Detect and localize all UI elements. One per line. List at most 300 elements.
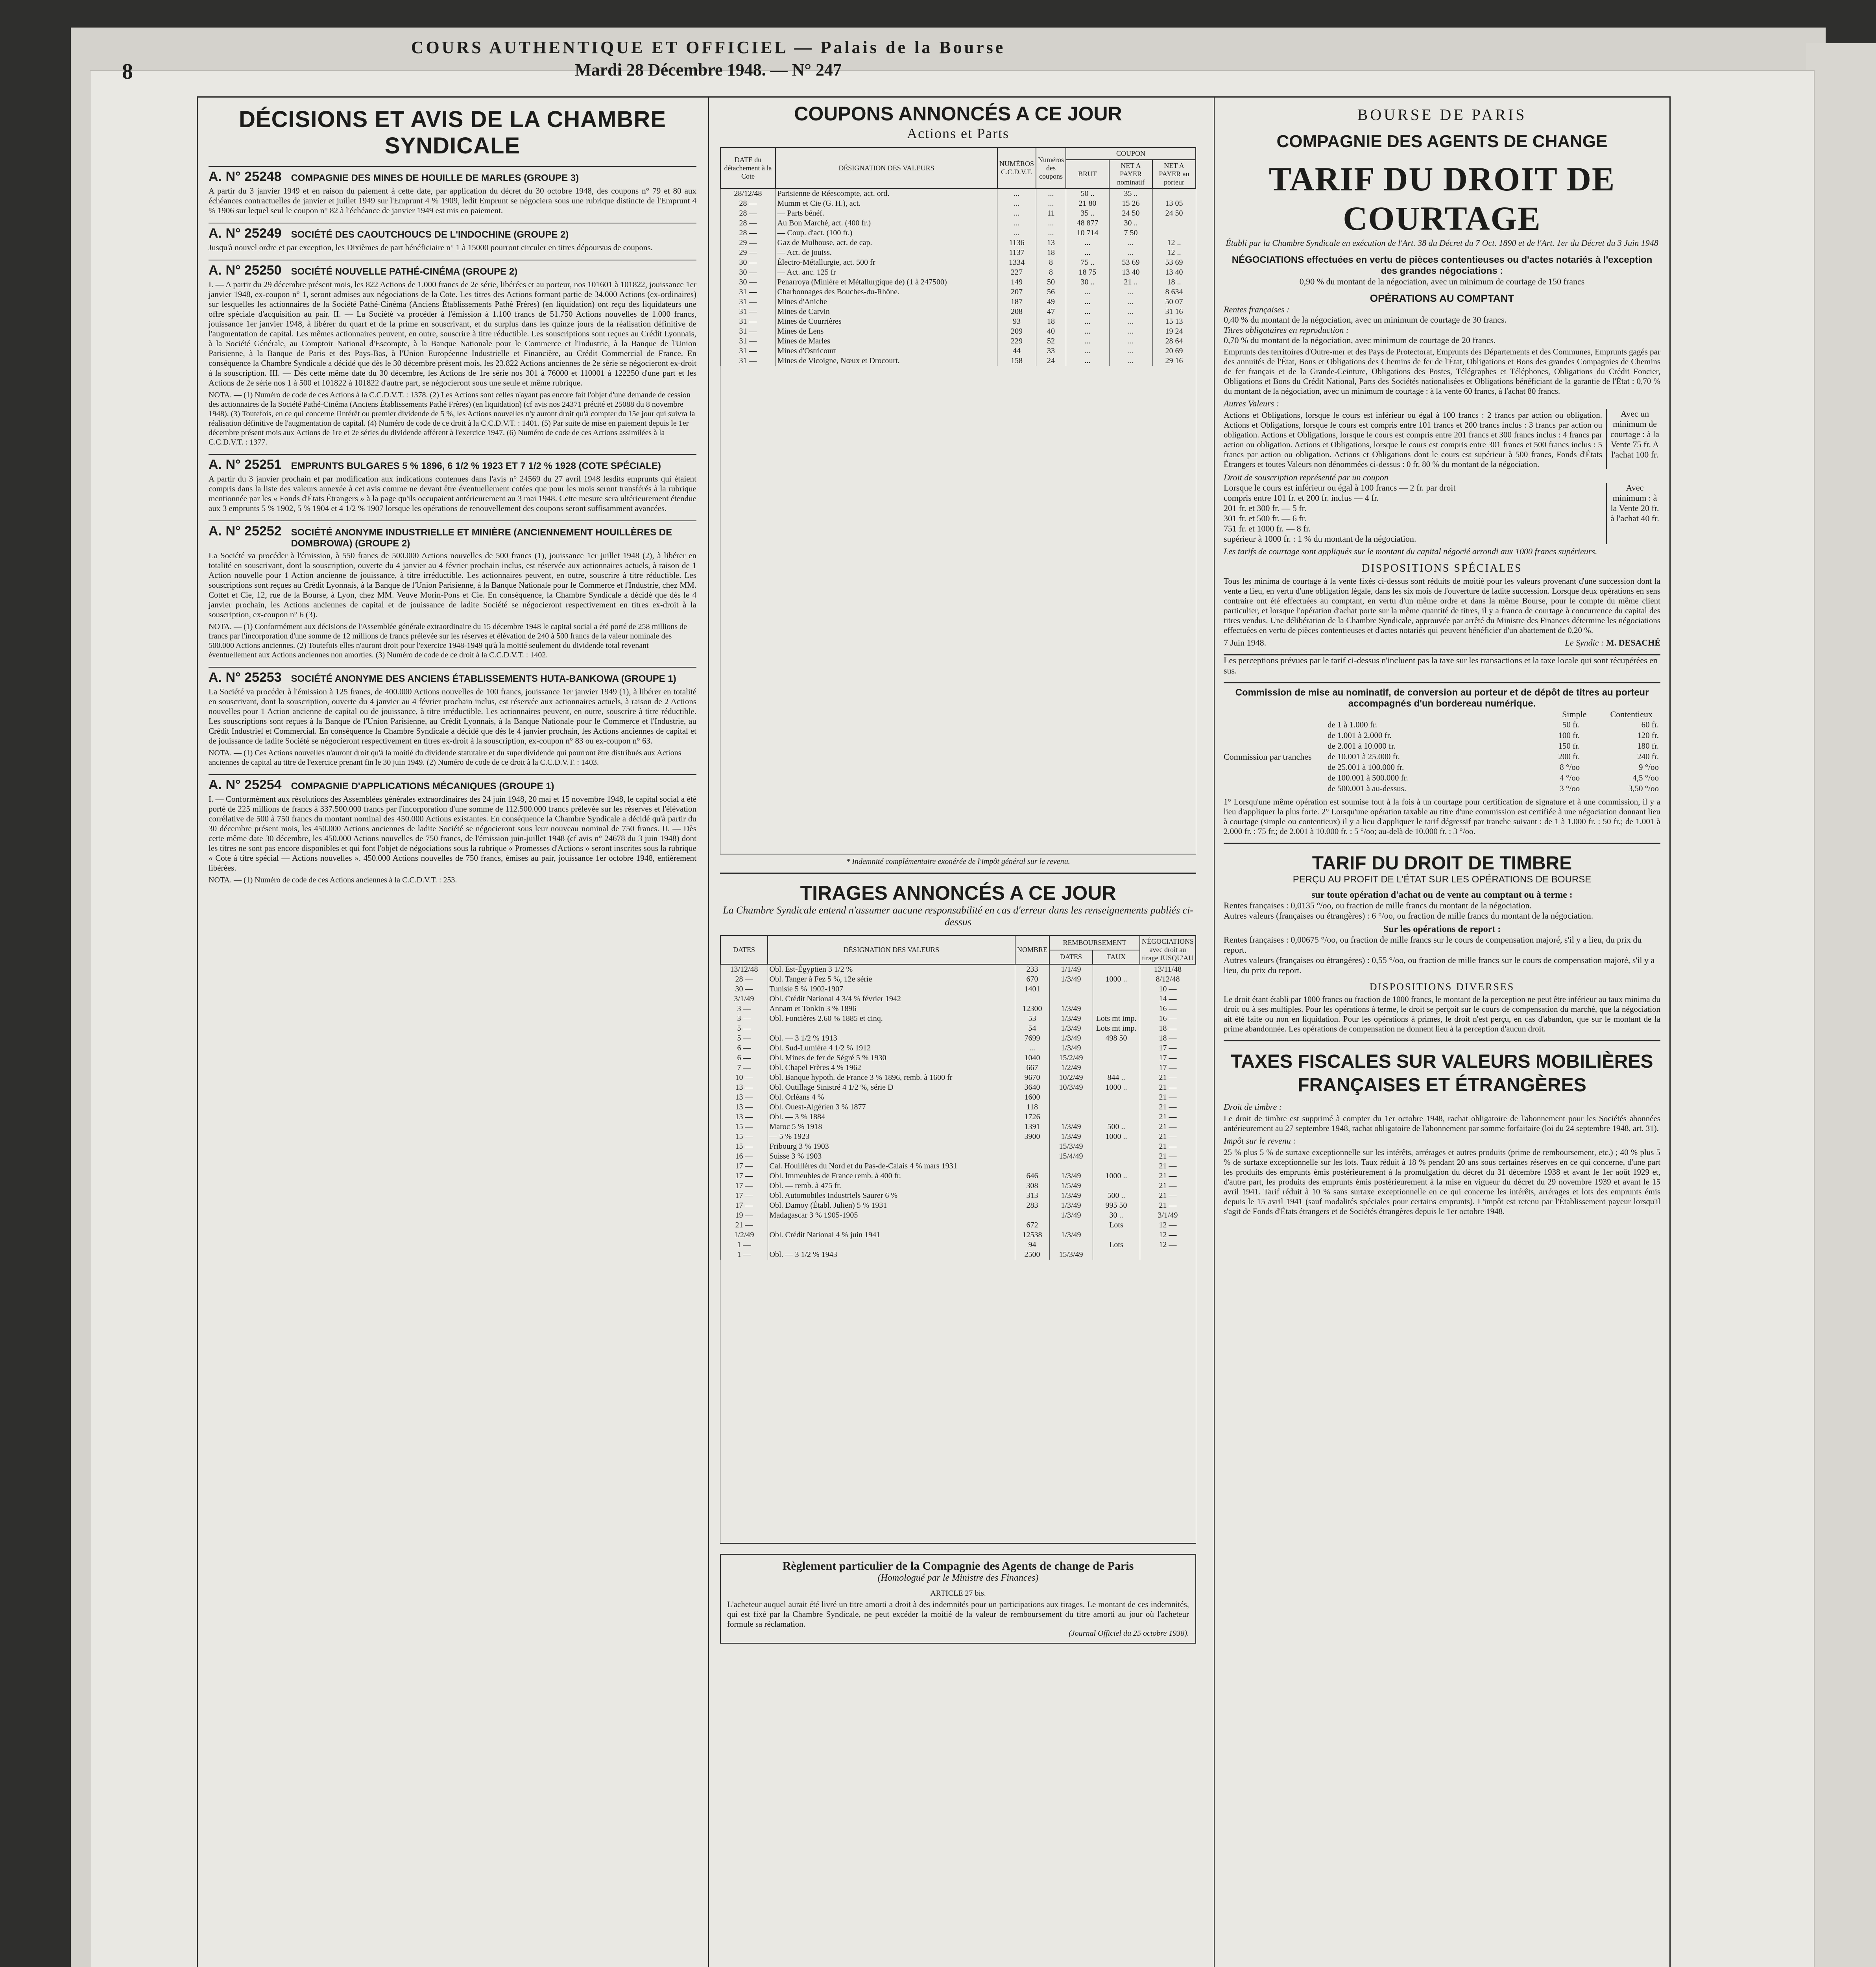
coupon-row-cell: 48 877 bbox=[1066, 218, 1109, 228]
coupon-row-cell: 21 .. bbox=[1109, 277, 1152, 287]
tirage-row-cell: Obl. Banque hypoth. de France 3 % 1896, remb. à 1600 fr bbox=[768, 1073, 1015, 1083]
tirage-row bbox=[720, 1112, 1196, 1122]
autres-text: Actions et Obligations, lorsque le cours est inférieur ou égal à 100 francs : 2 francs par action ou obligation. Actions et Obligations, lorsque le cours est compris entre 101 francs et 200 francs inclus : 3 francs par action ou obligation. Actions et Obligations, lorsque le cours est compris entre 201 francs et 300 francs inclus : 4 francs par action ou obligation. Actions et Obligations, lorsque le cours est compris entre 301 francs et 500 francs inclus : 5 francs par action ou obligation. Actions et Obligations dont le cours est supérieur à 500 francs, Fonds d'États Étrangers et toutes Valeurs non dénommées ci-dessus : 0 fr. 80 % du montant de la négociation. bbox=[1224, 410, 1602, 469]
tirage-row-cell: 15 — bbox=[720, 1142, 768, 1151]
tirage-row-cell: Obl. Sud-Lumière 4 1/2 % 1912 bbox=[768, 1043, 1015, 1053]
coupon-row-cell: 30 — bbox=[720, 258, 776, 268]
coupon-row-cell: ... bbox=[1066, 248, 1109, 258]
tirage-row-cell: 21 — bbox=[1140, 1191, 1196, 1201]
tirage-row-cell: Obl. Ouest-Algérien 3 % 1877 bbox=[768, 1102, 1015, 1112]
tirage-row-cell bbox=[1093, 1161, 1140, 1171]
coupon-row-cell: Mines de Vicoigne, Nœux et Drocourt. bbox=[776, 356, 997, 366]
commission-cell: 3,50 °/oo bbox=[1628, 784, 1659, 793]
emprunts-text: Emprunts des territoires d'Outre-mer et des Pays de Protectorat, Emprunts des Départements et des Communes, Emprunts gagés par des annuités de l'État, Bons et Obligations des Chemins de fer de l'État, Obligations et Bons des grandes Compagnies de Chemins de fer français et de la Grande-Ceinture, Obligations des Postes, Télégraphes et Téléphones, Obligations du Crédit Foncier, Obligations et Bons du Crédit National, Parts des Sociétés nationalisées et Obligations bénéficiant de la garantie de l'État : 0,70 % du montant de la négociation, avec un minimum de courtage : à la vente 60 francs, à l'achat 80 francs. bbox=[1224, 347, 1660, 396]
tirage-row-cell bbox=[1093, 1092, 1140, 1102]
decision-notes: NOTA. — (1) Numéro de code de ces Actions à la C.C.D.V.T. : 1378. (2) Les Actions sont celles n'ayant pas encore fait l'objet d'une demande de cession des actionnaires de la Société Pathé-Cinéma (Anciens Établissements Pathé Frères) (en liquidation) (cf avis nos 24371 précité et 25088 du 8 novembre 1948). (3) Toutefois, en ce qui concerne l'intérêt ou premier dividende de 5 %, les Actions nouvelles n'y auront droit qu'à compter du 15e jour qui suivra la réalisation définitive de l'augmentation de capital. (4) Numéro de code de ce droit à la C.C.D.V.T. : 1401. (5) Par suite de mise en paiement depuis le 1er décembre présent mois aux Actions de 1re et 2e séries du dividende afférent à l'exercice 1947. (6) Numéro de code de ces Actions assimilées à la C.C.D.V.T. : 1377. bbox=[209, 391, 695, 447]
tirage-row-cell: 1/3/49 bbox=[1049, 1014, 1093, 1024]
tirage-row-cell: Obl. — 3 1/2 % 1913 bbox=[768, 1033, 1015, 1043]
coupon-row-cell: 33 bbox=[1036, 346, 1066, 356]
coupon-row-cell: ... bbox=[997, 218, 1036, 228]
coupon-row-cell: 28/12/48 bbox=[720, 188, 776, 199]
tirage-row-cell: 1/3/49 bbox=[1049, 1191, 1093, 1201]
decisions-title: DÉCISIONS ET AVIS DE LA CHAMBRE SYNDICALE bbox=[239, 107, 666, 159]
coupon-row-cell: 53 69 bbox=[1152, 258, 1196, 268]
coupon-row-cell: 12 .. bbox=[1152, 248, 1196, 258]
tirages-table-blank bbox=[720, 1260, 1196, 1544]
tirage-row-cell: 15/3/49 bbox=[1049, 1250, 1093, 1260]
tirage-row-cell: 3/1/49 bbox=[1140, 1210, 1196, 1220]
tirage-row-cell bbox=[768, 1240, 1015, 1250]
tirage-row-cell: Lots bbox=[1093, 1220, 1140, 1230]
syndic-label: Le Syndic : bbox=[1565, 638, 1604, 648]
coupon-row-cell: 28 — bbox=[720, 228, 776, 238]
coupon-row-cell: Gaz de Mulhouse, act. de cap. bbox=[776, 238, 997, 248]
coupon-row-cell: 93 bbox=[997, 317, 1036, 327]
souscription-item: 751 fr. et 1000 fr. — 8 fr. bbox=[1224, 524, 1311, 533]
tirages-col-group: REMBOURSEMENT bbox=[1049, 936, 1140, 950]
tirage-row-cell: Obl. Automobiles Industriels Saurer 6 % bbox=[768, 1191, 1015, 1201]
coupon-row-cell: 49 bbox=[1036, 297, 1066, 307]
commission-row bbox=[1326, 730, 1660, 741]
tirage-row-cell: 14 — bbox=[1140, 994, 1196, 1004]
coupon-row-cell: 29 16 bbox=[1152, 356, 1196, 366]
tirage-row bbox=[720, 984, 1196, 994]
tirage-row bbox=[720, 1102, 1196, 1112]
taxes-impot-label: Impôt sur le revenu : bbox=[1224, 1136, 1296, 1146]
coupon-row-cell: 208 bbox=[997, 307, 1036, 317]
compagnie-label: COMPAGNIE DES AGENTS DE CHANGE bbox=[1276, 132, 1608, 151]
reglement-title: Règlement particulier de la Compagnie des Agents de change de Paris bbox=[782, 1559, 1134, 1572]
page-number: 8 bbox=[122, 59, 133, 84]
taxes-impot-text: 25 % plus 5 % de surtaxe exceptionnelle sur les intérêts, arrérages et autres produits (prime de remboursement, etc.) ; 40 % plus 5 % de surtaxe exceptionnelle sur les lots. Taux réduit à 18 % pendant 20 ans sous certaines réserves en ce qui concerne, d'une part les produits des emprunts émis postérieurement à la promulgation du décret du 31 décembre 1938 et avant le 1er août 1929 et, d'autre part, les produits des emprunts émis postérieurement à la mise en vigueur du décret du 29 novembre 1939 et avant le 15 avril 1941. Tarif réduit à 10 % sans surtaxe exceptionnelle en ce qui concerne les intérêts, arrérages et lots des emprunts émis depuis le 15 avril 1941 (sauf modalités spéciales pour certains emprunts). L'impôt est retenu par l'Établissement payeur lorsqu'il s'agit de Fonds d'États étrangers et de Sociétés étrangères depuis le 1er octobre 1948. bbox=[1224, 1148, 1660, 1216]
tirage-row-cell: 13/11/48 bbox=[1140, 964, 1196, 974]
tirage-row-cell: Cal. Houillères du Nord et du Pas-de-Calais 4 % mars 1931 bbox=[768, 1161, 1015, 1171]
coupon-row-cell bbox=[1152, 218, 1196, 228]
coupon-row bbox=[720, 209, 1196, 218]
coupon-row-cell: 229 bbox=[997, 336, 1036, 346]
tirage-row-cell: 10 — bbox=[1140, 984, 1196, 994]
tirage-row-cell: Obl. Chapel Frères 4 % 1962 bbox=[768, 1063, 1015, 1073]
tirage-row-cell: 15/4/49 bbox=[1049, 1151, 1093, 1161]
tirage-row-cell: 53 bbox=[1015, 1014, 1049, 1024]
tirage-row bbox=[720, 1122, 1196, 1132]
tarif-note: Les tarifs de courtage sont appliqués sur le montant du capital négocié arrondi aux 1000 francs supérieurs. bbox=[1224, 546, 1597, 556]
tirage-row bbox=[720, 1191, 1196, 1201]
negociations-label: NÉGOCIATIONS effectuées en vertu de pièces contentieuses ou d'actes notariés à l'exception des grandes négociations : bbox=[1232, 255, 1653, 276]
column-rule-1 bbox=[708, 98, 709, 1967]
tirage-row bbox=[720, 1024, 1196, 1033]
tirage-row-cell bbox=[1093, 1112, 1140, 1122]
tirage-row-cell: 16 — bbox=[720, 1151, 768, 1161]
tirage-row-cell: 12 — bbox=[1140, 1220, 1196, 1230]
souscription-item: Lorsque le cours est inférieur ou égal à 100 francs — 2 fr. par droit bbox=[1224, 483, 1456, 493]
tirage-row bbox=[720, 1092, 1196, 1102]
coupon-row bbox=[720, 336, 1196, 346]
coupon-row-cell: 18 75 bbox=[1066, 268, 1109, 277]
coupon-row-cell: 15 26 bbox=[1109, 199, 1152, 209]
tirage-row-cell: 9670 bbox=[1015, 1073, 1049, 1083]
coupon-row-cell: Mines de Carvin bbox=[776, 307, 997, 317]
tirage-row-cell: 118 bbox=[1015, 1102, 1049, 1112]
coupon-row-cell: 31 — bbox=[720, 327, 776, 336]
decision-notes: NOTA. — (1) Ces Actions nouvelles n'auront droit qu'à la moitié du dividende statutaire et du superdividende qui pourront être distribués aux Actions anciennes de capital au titre de l'exercice prenant fin le 30 juin 1949. (2) Numéro de code de ce droit à la C.C.D.V.T. : 1403. bbox=[209, 749, 681, 767]
commission-label: Commission par tranches bbox=[1224, 751, 1312, 762]
tirage-row-cell: 1/3/49 bbox=[1049, 1024, 1093, 1033]
tirage-row-cell: Tunisie 5 % 1902-1907 bbox=[768, 984, 1015, 994]
tirage-row-cell bbox=[1015, 1151, 1049, 1161]
tirage-row-cell: 7 — bbox=[720, 1063, 768, 1073]
coupon-row-cell: ... bbox=[1066, 317, 1109, 327]
commission-cell: 240 fr. bbox=[1637, 752, 1659, 761]
coupon-row-cell: 18 .. bbox=[1152, 277, 1196, 287]
tirage-row-cell: 3640 bbox=[1015, 1083, 1049, 1092]
coupon-row-cell: 28 — bbox=[720, 209, 776, 218]
commission-cell: de 1.001 à 2.000 fr. bbox=[1328, 731, 1392, 740]
tirage-row bbox=[720, 1161, 1196, 1171]
tirage-row-cell bbox=[1093, 1230, 1140, 1240]
tirage-row-cell: 3900 bbox=[1015, 1132, 1049, 1142]
tirage-row-cell: Obl. Damoy (Établ. Julien) 5 % 1931 bbox=[768, 1201, 1015, 1210]
reglement-box bbox=[720, 1554, 1196, 1644]
tirage-row-cell: Maroc 5 % 1918 bbox=[768, 1122, 1015, 1132]
coupon-row-cell: 158 bbox=[997, 356, 1036, 366]
tirage-row-cell: 1/5/49 bbox=[1049, 1181, 1093, 1191]
decision-text: La Société va procéder à l'émission, à 550 francs de 500.000 Actions nouvelles de 500 francs (1), jouissance 1er juillet 1948 (2), à libérer en totalité en souscrivant, dont la souscription, ouverte du 4 janvier au 4 février prochain inclus, est réservée aux actionnaires actuels, à raison de 1 Action nouvelle pour 1 Action ancienne de jouissance, à titre irréductible. Les actionnaires peuvent, en outre, souscrire à titre réductible. Les souscriptions sont reçues au Crédit Lyonnais, à la Banque de l'Union Parisienne, à la Banque Nationale pour le Commerce et l'Industrie, chez MM. Cottet et Cie, 12, rue de la Bourse, à Lyon, chez MM. Veuve Morin-Pons et Cie. En conséquence, la Chambre Syndicale a décidé que dès le 4 janvier prochain, les Actions anciennes de capital et de jouissance de ladite Société se négocieront respectivement en titres ex-droit à la souscription, ex-coupon n° 6 (3). bbox=[209, 551, 696, 619]
commission-table bbox=[1326, 720, 1660, 794]
tirage-row-cell: 12538 bbox=[1015, 1230, 1049, 1240]
commission-row bbox=[1326, 751, 1660, 762]
tirage-row-cell bbox=[1015, 1142, 1049, 1151]
decision-title: SOCIÉTÉ ANONYME DES ANCIENS ÉTABLISSEMENTS HUTA-BANKOWA (GROUPE 1) bbox=[291, 674, 676, 684]
coupon-row bbox=[720, 307, 1196, 317]
tirage-row-cell: 8/12/48 bbox=[1140, 974, 1196, 984]
tirage-row-cell: 21 — bbox=[1140, 1083, 1196, 1092]
tirage-row-cell: Obl. Mines de fer de Ségré 5 % 1930 bbox=[768, 1053, 1015, 1063]
timbre-autres: Autres valeurs (françaises ou étrangères) : 6 °/oo, ou fraction de mille francs du montant de la négociation. bbox=[1224, 911, 1593, 921]
tirage-row-cell: 1000 .. bbox=[1093, 1083, 1140, 1092]
decision-entry bbox=[209, 520, 696, 660]
tirage-row-cell: 995 50 bbox=[1093, 1201, 1140, 1210]
coupon-row-cell: 30 — bbox=[720, 277, 776, 287]
coupon-row-cell: 1137 bbox=[997, 248, 1036, 258]
tirage-row-cell: 3 — bbox=[720, 1014, 768, 1024]
commission-row bbox=[1326, 741, 1660, 751]
commission-cell: 180 fr. bbox=[1637, 741, 1659, 751]
commission-cell: de 25.001 à 100.000 fr. bbox=[1328, 762, 1404, 772]
coupon-row-cell: ... bbox=[1036, 228, 1066, 238]
coupon-row-cell: 8 bbox=[1036, 258, 1066, 268]
coupon-row-cell: 35 .. bbox=[1066, 209, 1109, 218]
tirage-row-cell bbox=[1049, 1112, 1093, 1122]
tirage-row-cell: 1/2/49 bbox=[720, 1230, 768, 1240]
coupon-row-cell: 13 bbox=[1036, 238, 1066, 248]
tirage-row-cell: — 5 % 1923 bbox=[768, 1132, 1015, 1142]
commission-cell: 200 fr. bbox=[1558, 752, 1580, 761]
tirage-row-cell bbox=[1015, 994, 1049, 1004]
decision-entry bbox=[209, 774, 696, 885]
coupons-col-porteur: NET A PAYER au porteur bbox=[1152, 160, 1196, 188]
coupon-row-cell: 31 — bbox=[720, 336, 776, 346]
tirage-row-cell: 1401 bbox=[1015, 984, 1049, 994]
coupons-table-blank bbox=[720, 366, 1196, 854]
tirage-row-cell: 21 — bbox=[1140, 1112, 1196, 1122]
coupon-row-cell: 13 40 bbox=[1152, 268, 1196, 277]
decision-title: SOCIÉTÉ ANONYME INDUSTRIELLE ET MINIÈRE (ANCIENNEMENT HOUILLÈRES DE DOMBROWA) (GROUPE 2) bbox=[291, 527, 672, 549]
disp-speciales-title: DISPOSITIONS SPÉCIALES bbox=[1362, 562, 1522, 574]
coupon-row-cell: ... bbox=[1066, 287, 1109, 297]
coupon-row bbox=[720, 258, 1196, 268]
tirage-row-cell: 1/3/49 bbox=[1049, 1171, 1093, 1181]
tirage-row-cell: 3 — bbox=[720, 1004, 768, 1014]
tirage-row-cell: 10/2/49 bbox=[1049, 1073, 1093, 1083]
commission-cell: 150 fr. bbox=[1558, 741, 1580, 751]
reglement-text: L'acheteur auquel aurait été livré un titre amorti a droit à des indemnités pour un participations aux tirages. Le montant de ces indemnités, qui est fixé par la Chambre Syndicale, ne peut excéder la moitié de la valeur de remboursement du titre amorti au jour où l'acheteur formule sa réclamation. bbox=[727, 1600, 1189, 1629]
tirage-row-cell: 672 bbox=[1015, 1220, 1049, 1230]
coupon-row-cell: 44 bbox=[997, 346, 1036, 356]
tirage-row-cell: 7699 bbox=[1015, 1033, 1049, 1043]
tirage-row-cell: Lots mt imp. bbox=[1093, 1014, 1140, 1024]
decision-ref: A. N° 25253 bbox=[209, 670, 282, 685]
tirage-row-cell: Obl. Orléans 4 % bbox=[768, 1092, 1015, 1102]
tirage-row bbox=[720, 1201, 1196, 1210]
tirage-row-cell: 18 — bbox=[1140, 1033, 1196, 1043]
coupon-row-cell: ... bbox=[1066, 307, 1109, 317]
coupon-row-cell: 40 bbox=[1036, 327, 1066, 336]
coupon-row-cell: 7 50 bbox=[1109, 228, 1152, 238]
decision-text: Jusqu'à nouvel ordre et par exception, les Dixièmes de part bénéficiaire n° 1 à 15000 pourront circuler en titres dépourvus de coupons. bbox=[209, 243, 653, 252]
tirage-row-cell bbox=[1049, 1102, 1093, 1112]
coupon-row-cell: 8 634 bbox=[1152, 287, 1196, 297]
decision-text: A partir du 3 janvier 1949 et en raison du paiement à cette date, par application du décret du 30 octobre 1948, des coupons n° 79 et 80 aux échéances contractuelles de janvier et juillet 1949 sur l'Emprunt 4 % 1909, ledit Emprunt se négociera sous une rubrique distincte de l'Emprunt 4 % 1906 sur lequel seul le coupon n° 82 à l'échéance de janvier 1949 est mis en paiement. bbox=[209, 186, 696, 215]
taxes-timbre-label: Droit de timbre : bbox=[1224, 1102, 1282, 1112]
timbre-subtitle: PERÇU AU PROFIT DE L'ÉTAT SUR LES OPÉRATIONS DE BOURSE bbox=[1293, 874, 1592, 885]
coupon-row-cell: 29 — bbox=[720, 248, 776, 258]
tirage-row-cell: 1/3/49 bbox=[1049, 1043, 1093, 1053]
tirage-row-cell: Obl. Crédit National 4 3/4 % février 1942 bbox=[768, 994, 1015, 1004]
tirage-row bbox=[720, 1053, 1196, 1063]
masthead bbox=[275, 0, 1141, 80]
tirage-row bbox=[720, 1083, 1196, 1092]
tirage-row-cell: Obl. — 3 % 1884 bbox=[768, 1112, 1015, 1122]
tirage-row-cell: Obl. Outillage Sinistré 4 1/2 %, série D bbox=[768, 1083, 1015, 1092]
taxes-title: TAXES FISCALES SUR VALEURS MOBILIÈRES FRANÇAISES ET ÉTRANGÈRES bbox=[1231, 1051, 1653, 1096]
disp-speciales-text: Tous les minima de courtage à la vente fixés ci-dessus sont réduits de moitié pour les valeurs provenant d'une succession dont la vente a lieu, en vertu d'une obligation légale, dans les six mois de l'ouverture de ladite succession. Lorsque deux opérations en sens contraire ont été effectuées au comptant, en vertu d'un même ordre et dans la même Bourse, pour le compte du même client particulier, et lorsque l'opération d'achat porte sur la même quantité de titres, il y a franco de courtage à concurrence du capital des titres vendus. Une délibération de la Chambre Syndicale, approuvée par arrêté du Ministre des Finances détermine les négociations effectuées en vertu de pièces contentieuses et d'actes notariés qui peuvent bénéficier d'un abattement de 0,20 %. bbox=[1224, 576, 1660, 635]
commission-row bbox=[1326, 720, 1660, 730]
tirage-row-cell bbox=[1140, 1250, 1196, 1260]
masthead-date: Mardi 28 Décembre 1948. — N° 247 bbox=[575, 60, 842, 79]
tirage-row-cell: 3/1/49 bbox=[720, 994, 768, 1004]
tirage-row-cell: 6 — bbox=[720, 1043, 768, 1053]
tirage-row-cell bbox=[1093, 984, 1140, 994]
decision-ref: A. N° 25252 bbox=[209, 524, 282, 539]
tarif-subtitle: Établi par la Chambre Syndicale en exécution de l'Art. 38 du Décret du 7 Oct. 1890 et de l'Art. 1er du Décret du 3 Juin 1948 bbox=[1226, 238, 1658, 248]
minimum-droit: Avec minimum : à la Vente 20 fr. à l'achat 40 fr. bbox=[1606, 483, 1660, 544]
commission-header-contentieux: Contentieux bbox=[1610, 709, 1653, 719]
tirage-row bbox=[720, 1073, 1196, 1083]
coupon-row-cell: 29 — bbox=[720, 238, 776, 248]
coupon-row-cell: ... bbox=[1036, 199, 1066, 209]
coupon-row-cell: 24 50 bbox=[1152, 209, 1196, 218]
tirage-row-cell: 21 — bbox=[1140, 1142, 1196, 1151]
coupon-row-cell bbox=[1152, 188, 1196, 199]
tirage-row-cell bbox=[1049, 1092, 1093, 1102]
tirage-row-cell: 283 bbox=[1015, 1201, 1049, 1210]
decision-notes: NOTA. — (1) Conformément aux décisions de l'Assemblée générale extraordinaire du 15 décembre 1948 le capital social a été porté de 258 millions de francs par l'incorporation d'une somme de 12 millions de francs prélevée sur les réserves et élévation de 240 à 500 francs de la valeur nominale des 500.000 Actions anciennes. (2) Toutefois elles n'auront droit pour l'exercice 1948-1949 qu'à la moitié seulement du dividende total revenant éventuellement aux Actions anciennes non amorties. (3) Numéro de code de ce droit à la C.C.D.V.T. : 1402. bbox=[209, 622, 687, 659]
tirage-row-cell: 21 — bbox=[1140, 1092, 1196, 1102]
tirage-row-cell: 1000 .. bbox=[1093, 1171, 1140, 1181]
coupon-row-cell: 31 16 bbox=[1152, 307, 1196, 317]
tirage-row-cell: 19 — bbox=[720, 1210, 768, 1220]
tirage-row-cell: 1600 bbox=[1015, 1092, 1049, 1102]
tarifs-column bbox=[1224, 102, 1660, 1216]
souscription-item: 301 fr. et 500 fr. — 6 fr. bbox=[1224, 513, 1307, 523]
commission-cell: 9 °/oo bbox=[1639, 762, 1659, 772]
decision-entry bbox=[209, 166, 696, 216]
tirage-row-cell bbox=[1093, 1053, 1140, 1063]
decision-ref: A. N° 25250 bbox=[209, 263, 282, 278]
syndic-name: M. DESACHÉ bbox=[1606, 638, 1660, 648]
coupons-col-numero: Numéros des coupons bbox=[1036, 148, 1066, 188]
tirage-row-cell: ... bbox=[1015, 1043, 1049, 1053]
commission-cell: de 1 à 1.000 fr. bbox=[1328, 720, 1377, 729]
coupon-row-cell: ... bbox=[1066, 346, 1109, 356]
tirage-row-cell: 13 — bbox=[720, 1102, 768, 1112]
coupon-row-cell: ... bbox=[1109, 327, 1152, 336]
tirage-row-cell: 1000 .. bbox=[1093, 974, 1140, 984]
tirage-row-cell: 94 bbox=[1015, 1240, 1049, 1250]
coupon-row-cell: 35 .. bbox=[1109, 188, 1152, 199]
coupon-row-cell: ... bbox=[997, 188, 1036, 199]
coupon-row-cell: Mines d'Aniche bbox=[776, 297, 997, 307]
coupon-row-cell: Parisienne de Réescompte, act. ord. bbox=[776, 188, 997, 199]
coupon-row-cell: — Coup. d'act. (100 fr.) bbox=[776, 228, 997, 238]
tirage-row-cell: 498 50 bbox=[1093, 1033, 1140, 1043]
coupons-col-nominatif: NET A PAYER nominatif bbox=[1109, 160, 1152, 188]
tirage-row-cell bbox=[768, 1024, 1015, 1033]
coupon-row-cell: ... bbox=[997, 199, 1036, 209]
coupon-row-cell: 30 — bbox=[720, 268, 776, 277]
decision-title: SOCIÉTÉ DES CAOUTCHOUCS DE L'INDOCHINE (GROUPE 2) bbox=[291, 229, 569, 240]
coupon-row-cell: ... bbox=[1036, 188, 1066, 199]
decision-header bbox=[209, 166, 696, 185]
tirage-row bbox=[720, 1033, 1196, 1043]
taxes-timbre-text: Le droit de timbre est supprimé à compter du 1er octobre 1948, rachat obligatoire de l'abonnement pour les Sociétés abonnées antérieurement au 27 septembre 1948, rachat obligatoire de l'abonnement par somme forfaitaire (loi du 24 septembre 1948, art. 31). bbox=[1224, 1114, 1660, 1133]
ops-comptant-label: OPÉRATIONS AU COMPTANT bbox=[1370, 292, 1514, 304]
commission-cell: de 100.001 à 500.000 fr. bbox=[1328, 773, 1408, 782]
tirage-row-cell: 1391 bbox=[1015, 1122, 1049, 1132]
souscription-block bbox=[1224, 483, 1660, 544]
tirage-row-cell: 21 — bbox=[1140, 1151, 1196, 1161]
tirage-row-cell: 12300 bbox=[1015, 1004, 1049, 1014]
tirage-row-cell bbox=[1093, 1151, 1140, 1161]
tirage-row-cell: 1000 .. bbox=[1093, 1132, 1140, 1142]
commission-cell: 3 °/oo bbox=[1560, 784, 1580, 793]
decision-text: A partir du 3 janvier prochain et par modification aux indications contenues dans l'avis n° 24569 du 27 avril 1948 lesdits emprunts qui étaient compris dans la liste des valeurs annexée à cet avis comme ne devant être éventuellement cotées que pour les mois seront transférés à la rubrique mentionnée par les « Fonds d'États Étrangers » à la page qu'ils occupaient antérieurement au 3 mai 1948. Cette mesure sera ultérieurement étendue aux 3 emprunts 5 % 1902, 5 % 1904 et 4 1/2 % 1907 lorsque les opérations de renouvellement des coupons seront suffisamment avancées. bbox=[209, 474, 696, 513]
tirage-row-cell bbox=[1093, 1142, 1140, 1151]
perceptions-note: Les perceptions prévues par le tarif ci-dessus n'incluent pas la taxe sur les transactions et la taxe locale qui sont récupérées en sus. bbox=[1224, 655, 1658, 675]
tirage-row-cell bbox=[1049, 984, 1093, 994]
minimum-box: Avec un minimum de courtage : à la Vente 75 fr. A l'achat 100 fr. bbox=[1606, 409, 1660, 469]
souscription-item: 201 fr. et 300 fr. — 5 fr. bbox=[1224, 503, 1307, 513]
rentes-rate: 0,40 % du montant de la négociation, avec un minimum de courtage de 30 francs. bbox=[1224, 315, 1507, 325]
coupon-row-cell: ... bbox=[1109, 336, 1152, 346]
commission-cell: de 10.001 à 25.000 fr. bbox=[1328, 752, 1400, 761]
decision-header bbox=[209, 667, 696, 685]
decision-title: COMPAGNIE D'APPLICATIONS MÉCANIQUES (GROUPE 1) bbox=[291, 781, 554, 792]
tirage-row-cell: 1/3/49 bbox=[1049, 1004, 1093, 1014]
coupon-row bbox=[720, 287, 1196, 297]
coupon-row-cell: ... bbox=[1109, 356, 1152, 366]
coupon-row-cell: Charbonnages des Bouches-du-Rhône. bbox=[776, 287, 997, 297]
tirage-row-cell: 5 — bbox=[720, 1024, 768, 1033]
coupon-row bbox=[720, 188, 1196, 199]
coupon-row-cell: 50 .. bbox=[1066, 188, 1109, 199]
tirage-row-cell: 6 — bbox=[720, 1053, 768, 1063]
tirage-row-cell: 5 — bbox=[720, 1033, 768, 1043]
tirage-row-cell: 2500 bbox=[1015, 1250, 1049, 1260]
tirage-row-cell: 17 — bbox=[720, 1171, 768, 1181]
tirage-row-cell: 21 — bbox=[1140, 1102, 1196, 1112]
coupon-row-cell: 227 bbox=[997, 268, 1036, 277]
tirage-row-cell: 17 — bbox=[720, 1201, 768, 1210]
coupons-col-designation: DÉSIGNATION DES VALEURS bbox=[776, 148, 997, 188]
decisions-column bbox=[209, 102, 696, 885]
coupons-footnote: * Indemnité complémentaire exonérée de l'impôt général sur le revenu. bbox=[846, 857, 1070, 866]
coupon-row bbox=[720, 317, 1196, 327]
timbre-comptant: sur toute opération d'achat ou de vente au comptant ou à terme : bbox=[1311, 890, 1573, 900]
tirage-row-cell: 17 — bbox=[720, 1181, 768, 1191]
coupon-row-cell: 30 .. bbox=[1109, 218, 1152, 228]
tirage-row-cell: 21 — bbox=[1140, 1201, 1196, 1210]
tirage-row-cell: 21 — bbox=[720, 1220, 768, 1230]
tirages-title: TIRAGES ANNONCÉS A CE JOUR bbox=[800, 882, 1116, 904]
tirage-row-cell: 17 — bbox=[1140, 1043, 1196, 1053]
coupon-row bbox=[720, 277, 1196, 287]
coupon-row bbox=[720, 356, 1196, 366]
tirage-row bbox=[720, 964, 1196, 974]
tirage-row bbox=[720, 1230, 1196, 1240]
commission-cell: 4 °/oo bbox=[1560, 773, 1580, 782]
coupon-row-cell: Mines de Courrières bbox=[776, 317, 997, 327]
commission-headers bbox=[1224, 709, 1660, 720]
tirage-row-cell bbox=[1093, 1250, 1140, 1260]
commission-header-simple: Simple bbox=[1562, 709, 1587, 719]
tirage-row-cell: 21 — bbox=[1140, 1122, 1196, 1132]
disp-diverses-text: Le droit étant établi par 1000 francs ou fraction de 1000 francs, le montant de la perception ne peut être inférieur au taux minima du droit ou à ses multiples. Pour les opérations à terme, le droit se perçoit sur le cours de compensation du marché, que la négociation ait été faite ou non en liquidation. Pour les opérations à primes, le droit n'est perçu, en cas d'abandon, que sur le montant de la prime abandonnée. Les opérations de compensation ne donnent lieu à la perception d'aucun droit. bbox=[1224, 995, 1660, 1033]
tirage-row-cell bbox=[1015, 1210, 1049, 1220]
decision-text: La Société va procéder à l'émission à 125 francs, de 400.000 Actions nouvelles de 100 francs, jouissance 1er janvier 1949 (1), à libérer en totalité en souscrivant, dont la souscription, ouverte du 4 janvier au 4 février prochain inclus, est réservée aux actionnaires actuels, à raison de 2 Actions nouvelles pour 1 Action ancienne de capital ou de jouissance, à titre irréductible. Les actionnaires peuvent, en outre, souscrire à titre réductible. Les souscriptions sont reçues à la Banque de l'Union Parisienne, au Crédit Lyonnais, à la Banque Nationale pour le Commerce et l'Industrie, au Crédit Industriel et Commercial. En conséquence la Chambre Syndicale a décidé que dès le 4 janvier prochain, les Actions anciennes de capital et de jouissance de ladite Société se négocieront respectivement en titres ex-droit à la souscription, ex-coupon n° 83 ou ex-coupon n° 63. bbox=[209, 687, 696, 745]
coupon-row-cell: ... bbox=[997, 209, 1036, 218]
tirage-row-cell: 12 — bbox=[1140, 1240, 1196, 1250]
decision-header bbox=[209, 260, 696, 278]
tirage-row-cell: 1/3/49 bbox=[1049, 1210, 1093, 1220]
tirage-row-cell: 17 — bbox=[1140, 1063, 1196, 1073]
coupon-row-cell: 75 .. bbox=[1066, 258, 1109, 268]
tirage-row-cell: 1/3/49 bbox=[1049, 1230, 1093, 1240]
commission-cell: de 500.001 à au-dessus. bbox=[1328, 784, 1407, 793]
decision-entry bbox=[209, 260, 696, 447]
coupon-row-cell: ... bbox=[1066, 356, 1109, 366]
timbre-title: TARIF DU DROIT DE TIMBRE bbox=[1312, 853, 1572, 874]
tirage-row-cell: 21 — bbox=[1140, 1171, 1196, 1181]
coupon-row-cell: ... bbox=[1109, 297, 1152, 307]
coupon-row bbox=[720, 228, 1196, 238]
tirage-row-cell bbox=[1093, 1181, 1140, 1191]
coupon-row-cell: 28 — bbox=[720, 199, 776, 209]
commission-cell: de 2.001 à 10.000 fr. bbox=[1328, 741, 1396, 751]
commission-row bbox=[1326, 783, 1660, 794]
tirage-row-cell: Obl. Tanger à Fez 5 %, 12e série bbox=[768, 974, 1015, 984]
